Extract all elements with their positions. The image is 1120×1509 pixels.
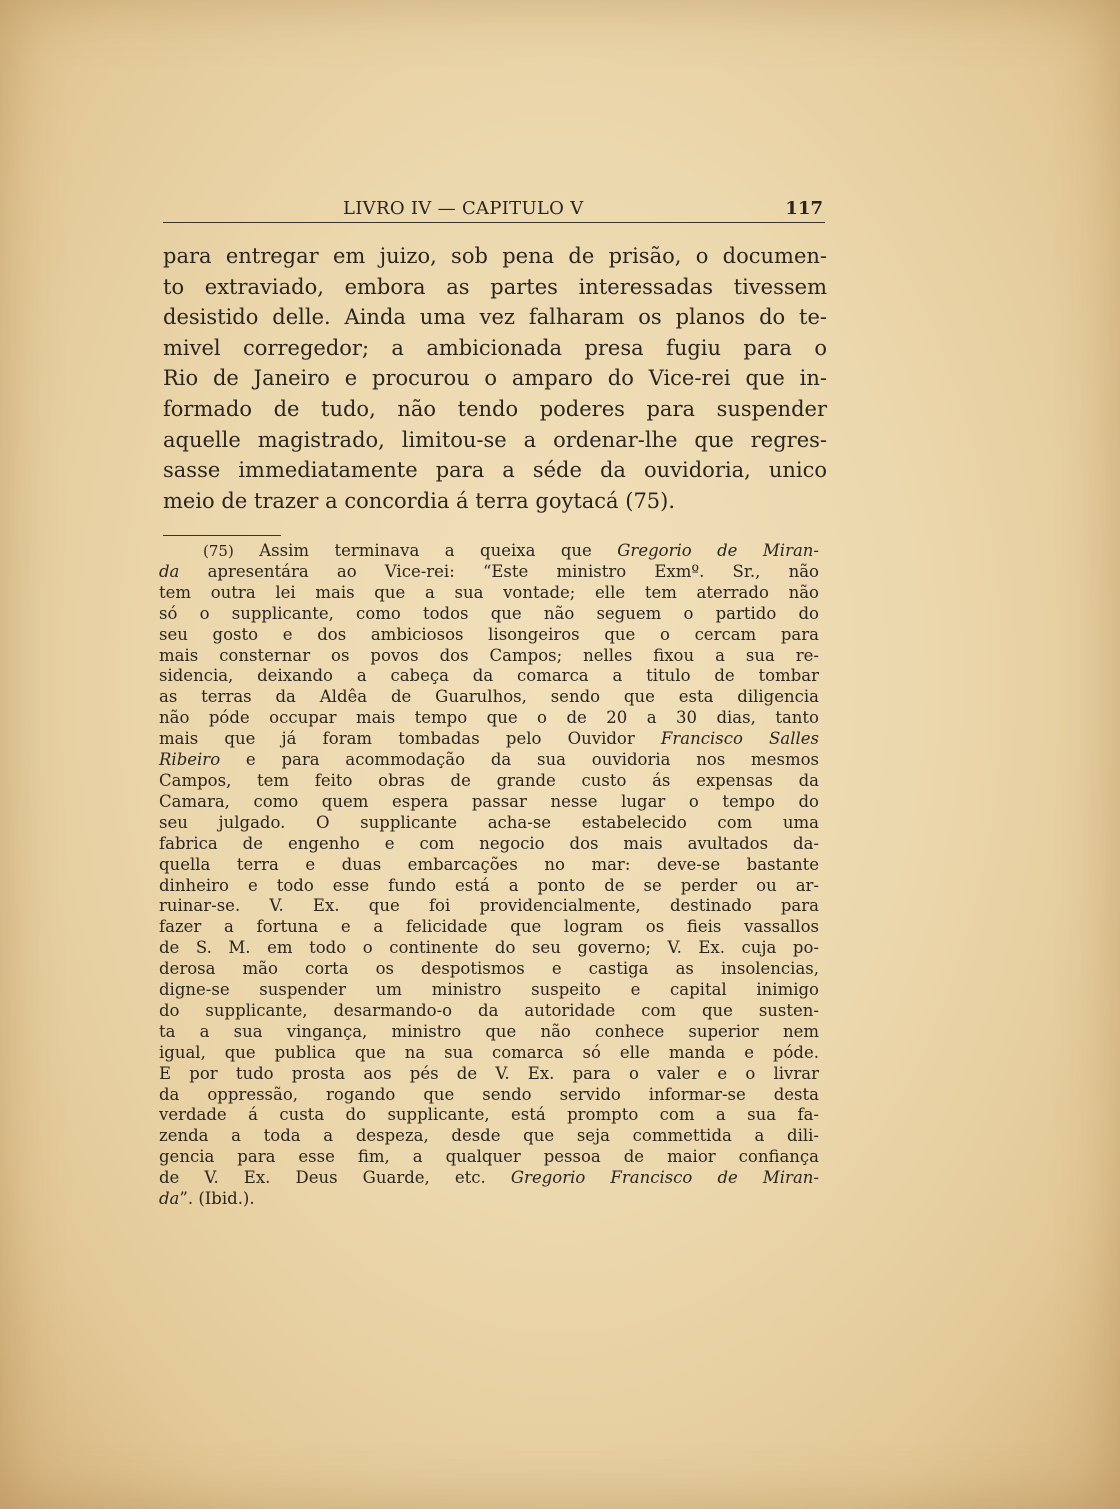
footnote-line: Campos, tem feito obras de grande custo ás expensas da — [159, 770, 819, 790]
footnote-italic-name: Francisco Salles — [660, 729, 819, 749]
footnote-text: e para acommodação da sua ouvidoria nos mesmos — [220, 750, 819, 770]
footnote-line: dinheiro e todo esse fundo está a ponto de se perder ou ar- — [159, 875, 819, 895]
body-line: meio de trazer a concordia á terra goytacá (75). — [163, 488, 676, 513]
footnote-line — [159, 541, 819, 562]
footnote-line: verdade á custa do supplicante, está prompto com a sua fa- — [159, 1105, 819, 1125]
footnote-number: (75) — [203, 542, 234, 560]
body-line: formado de tudo, não tendo poderes para suspender — [163, 396, 827, 421]
footnote-line — [159, 1189, 819, 1210]
body-line: mivel corregedor; a ambicionada presa fugiu para o — [163, 335, 827, 360]
footnote — [159, 541, 819, 1210]
footnote-italic-name: Ribeiro — [159, 750, 221, 770]
footnote-italic-name: Gregorio de Miran- — [617, 541, 819, 560]
body-line: to extraviado, embora as partes interessadas tivessem — [163, 274, 827, 299]
footnote-line: do supplicante, desarmando-o da autoridade com que susten- — [159, 1000, 819, 1020]
body-line: Rio de Janeiro e procurou o amparo do Vice-rei que in- — [163, 366, 827, 391]
footnote-text: apresentára ao Vice-rei: “Este ministro Exmº. Sr., não — [179, 561, 819, 581]
footnote-line: quella terra e duas embarcações no mar: deve-se bastante — [159, 854, 819, 874]
footnote-italic-name: Gregorio Francisco de Miran- — [510, 1168, 819, 1188]
running-title: LIVRO IV — CAPITULO V — [343, 198, 584, 219]
footnote-line: de S. M. em todo o continente do seu governo; V. Ex. cuja po- — [159, 938, 819, 958]
footnote-line: igual, que publica que na sua comarca só elle manda e póde. — [159, 1042, 819, 1062]
footnote-line: seu julgado. O supplicante acha-se estabelecido com uma — [159, 812, 819, 832]
footnote-text: mais que já foram tombadas pelo Ouvidor — [159, 729, 661, 749]
footnote-line: tem outra lei mais que a sua vontade; elle tem aterrado não — [159, 582, 819, 602]
body-line: para entregar em juizo, sob pena de prisão, o documen- — [163, 244, 827, 268]
footnote-line — [159, 750, 819, 771]
footnote-line: digne-se suspender um ministro suspeito e capital inimigo — [159, 980, 819, 1000]
body-line: desistido delle. Ainda uma vez falharam os planos do te- — [163, 305, 827, 330]
footnote-line: só o supplicante, como todos que não seguem o partido do — [159, 603, 819, 623]
footnote-line — [159, 1168, 819, 1189]
footnote-line: E por tudo prosta aos pés de V. Ex. para o valer e o livrar — [159, 1063, 819, 1083]
footnote-line: da oppressão, rogando que sendo servido informar-se desta — [159, 1084, 819, 1104]
footnote-line: fazer a fortuna e a felicidade que logram os fieis vassallos — [159, 917, 819, 937]
footnote-line — [159, 562, 819, 583]
footnote-text: ”. (Ibid.). — [179, 1189, 255, 1209]
footnote-line: ruinar-se. V. Ex. que foi providencialmente, destinado para — [159, 896, 819, 916]
footnote-line: Camara, como quem espera passar nesse lugar o tempo do — [159, 791, 819, 811]
footnote-italic-name: da — [159, 1189, 180, 1209]
footnote-line: gencia para esse fim, a qualquer pessoa de maior confiança — [159, 1147, 819, 1167]
footnote-line: fabrica de engenho e com negocio dos mais avultados da- — [159, 833, 819, 853]
footnote-line: derosa mão corta os despotismos e castiga as insolencias, — [159, 959, 819, 979]
footnote-line: ta a sua vingança, ministro que não conhece superior nem — [159, 1021, 819, 1041]
body-paragraph — [163, 241, 827, 516]
footnote-italic-name: da — [159, 561, 180, 581]
footnote-line: sidencia, deixando a cabeça da comarca a titulo de tombar — [159, 666, 819, 686]
footnote-text: de V. Ex. Deus Guarde, etc. — [159, 1168, 511, 1188]
footnote-line: as terras da Aldêa de Guarulhos, sendo que esta diligencia — [159, 687, 819, 707]
footnote-line: não póde occupar mais tempo que o de 20 a 30 dias, tanto — [159, 708, 819, 728]
footnote-line: zenda a toda a despeza, desde que seja commettida a dili- — [159, 1126, 819, 1146]
footnote-line — [159, 729, 819, 750]
running-header — [163, 196, 825, 223]
footnote-line: seu gosto e dos ambiciosos lisongeiros que o cercam para — [159, 624, 819, 644]
page-number: 117 — [785, 198, 823, 219]
footnote-text: Assim terminava a queixa que — [259, 541, 618, 560]
footnote-rule — [163, 535, 281, 536]
footnote-line: mais consternar os povos dos Campos; nelles fixou a sua re- — [159, 645, 819, 665]
body-line: sasse immediatamente para a séde da ouvidoria, unico — [163, 458, 827, 483]
body-line: aquelle magistrado, limitou-se a ordenar-lhe que regres- — [163, 427, 827, 452]
